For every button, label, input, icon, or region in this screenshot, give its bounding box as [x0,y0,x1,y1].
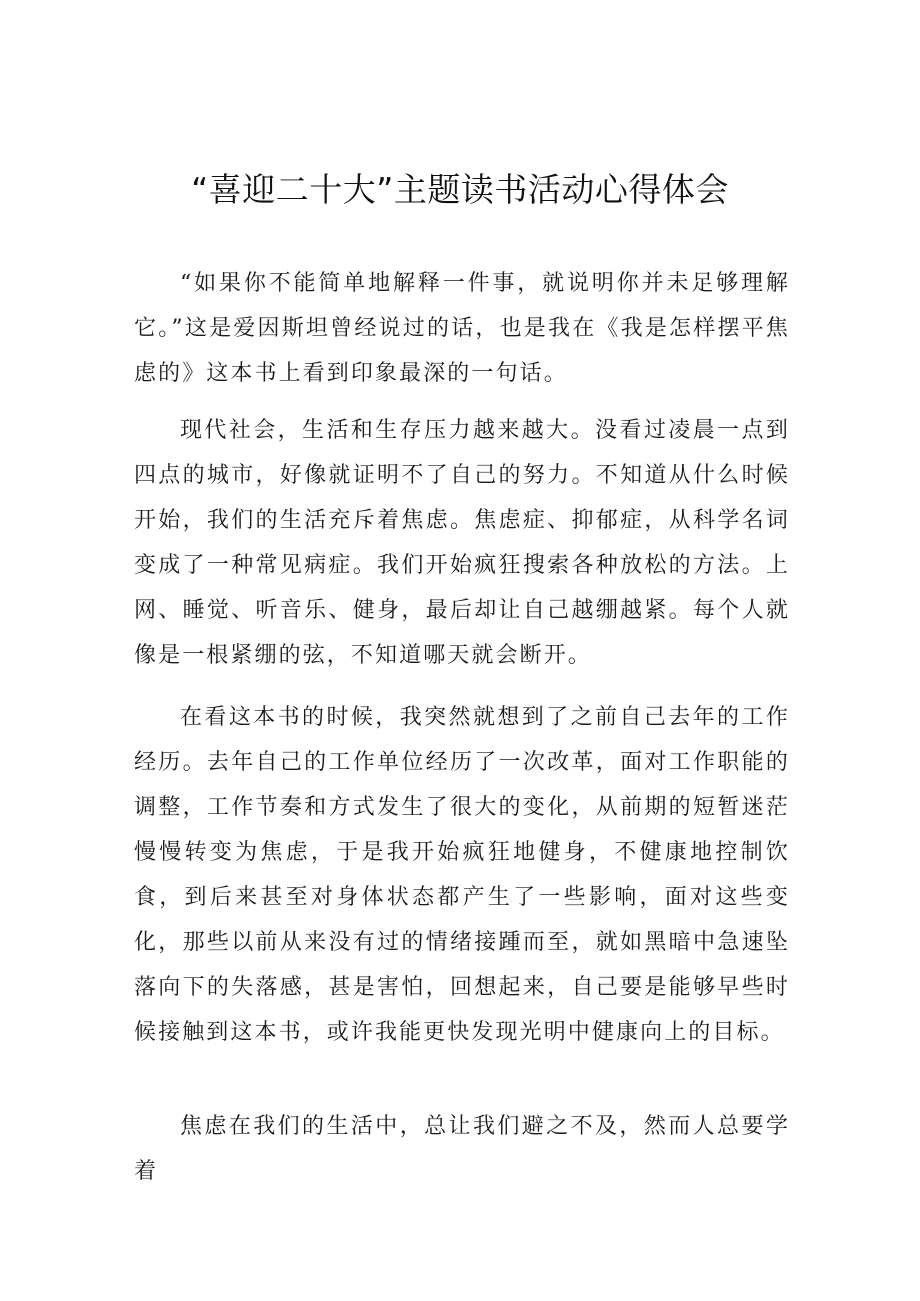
paragraph-quote: “如果你不能简单地解释一件事，就说明你并未足够理解它。”这是爱因斯坦曾经说过的话，也是我在《我是怎样摆平焦虑的》这本书上看到印象最深的一句话。 [134,271,790,386]
document-title: “喜迎二十大”主题读书活动心得体会 [191,170,729,209]
paragraph-modern-society: 现代社会，生活和生存压力越来越大。没看过凌晨一点到四点的城市，好像就证明不了自己的努力。不知道从什么时候开始，我们的生活充斥着焦虑。焦虑症、抑郁症，从科学名词变成了一种常见病症。我们开始疯狂搜索各种放松的方法。上网、睡觉、听音乐、健身，最后却让自己越绷越紧。每个人就像是一根紧绷的弦，不知道哪天就会断开。 [134,418,790,668]
paragraph-work-experience: 在看这本书的时候，我突然就想到了之前自己去年的工作经历。去年自己的工作单位经历了一次改革，面对工作职能的调整，工作节奏和方式发生了很大的变化，从前期的短暂迷茫慢慢转变为焦虑，于是我开始疯狂地健身，不健康地控制饮食，到后来甚至对身体状态都产生了一些影响，面对这些变化，那些以前从来没有过的情绪接踵而至，就如黑暗中急速坠落向下的失落感，甚是害怕，回想起来，自己要是能够早些时候接触到这本书，或许我能更快发现光明中健康向上的目标。 [134,705,790,1045]
paragraph-anxiety: 焦虑在我们的生活中，总让我们避之不及，然而人总要学着 [134,1114,790,1184]
